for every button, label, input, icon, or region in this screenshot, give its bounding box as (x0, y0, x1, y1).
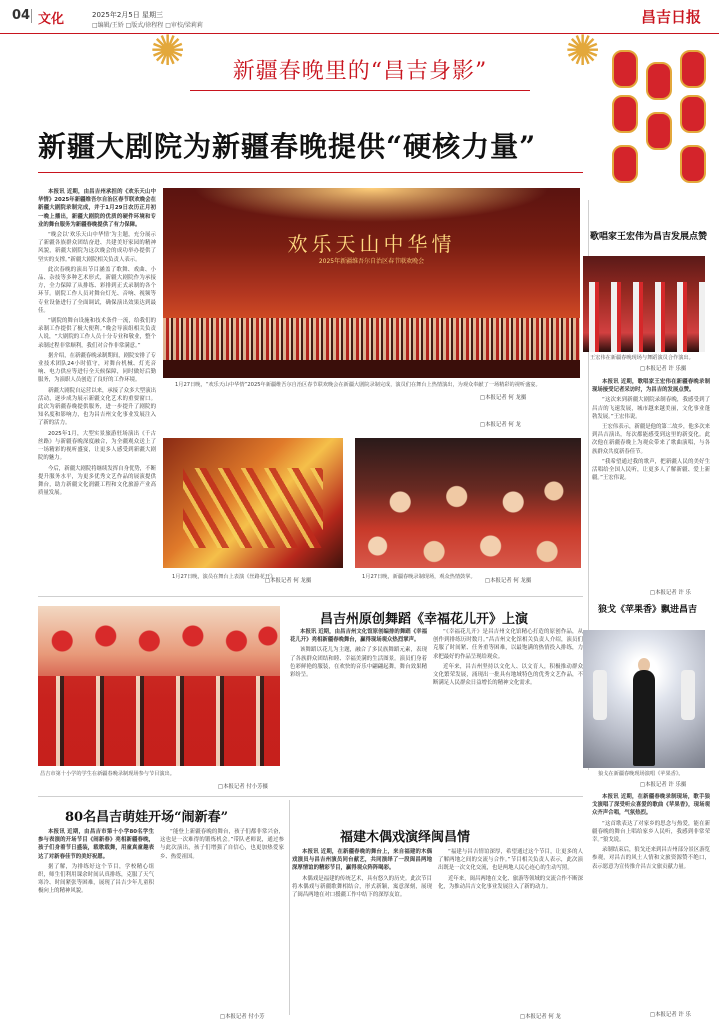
article-body (160, 828, 284, 1013)
paragraph: “能登上新疆春晚的舞台，孩子们都非常兴奋，这也是一次难得的锻炼机会。”带队老师说，通过参与此次演出，孩子们增强了自信心，也更加热爱家乡、热爱祖国。 (160, 829, 284, 860)
article-credit: □本报记者 许 乐 (650, 1012, 691, 1018)
photo-credit: □本报记者 付小芳摄 (218, 784, 268, 790)
paragraph: 2025年1月，大型实景旅游驻场演出《千古丝路》与新疆春晚深度融合，为全疆观众送上了一场精彩的视听盛宴，让更多人感受到新疆大剧院的魅力。 (38, 430, 156, 462)
paragraph: “这首歌表达了对家乡的思念与热爱，能在新疆春晚的舞台上唱给家乡人民听，我感到非常荣幸。”狼戈说。 (592, 820, 710, 844)
issue-date: 2025年2月5日 星期三 (92, 11, 163, 19)
firework-right-icon: ✺ (565, 26, 601, 75)
paragraph: 录制结束后，狼戈还来到昌吉州部分景区游览参观，对昌吉的风土人情和文旅资源赞不绝口，表示愿意为宣传推介昌吉文旅贡献力量。 (592, 847, 710, 870)
firework-left-icon: ✺ (150, 26, 186, 75)
article-credit: □本报记者 付小芳 (220, 1014, 265, 1020)
paragraph: “福建与昌吉情谊深厚，希望通过这个节目，让更多的人了解两地之间的交流与合作。”节目相关负责人表示，此次演出既是一次文化交流，也是两地人民心连心的生动写照。 (438, 849, 583, 872)
editor-credits: □编辑/王娇 □版式/徐程程 □审校/梁莉莉 (92, 22, 203, 29)
article-credit: □本报记者 何 龙 (520, 1014, 561, 1020)
stage-screen-title: 欢乐天山中华情 (287, 232, 456, 256)
photo-caption: 王宏伟在新疆春晚现场与舞蹈演员合作演出。 (590, 355, 694, 361)
lantern-icon (646, 62, 672, 100)
paragraph: 本报讯 近期，由昌吉州承担的《欢乐天山中华情》2025年新疆维吾尔自治区春节联欢晚会在新疆大剧院录制完成，并于1月29日农历正月初一晚上播出，新疆大剧院的优质的硬件环境和专业的舞台服务为新疆春晚提供了有力保障。 (38, 189, 156, 228)
lead-singer (633, 670, 655, 766)
photo-caption: 1月27日晚，新疆春晚录制现场，观众热情鼓掌。 (362, 574, 476, 580)
stage-photo (163, 188, 580, 378)
page-header (0, 0, 719, 30)
main-article-body (38, 188, 156, 593)
photo-credit: □本报记者 何 龙摄 (265, 578, 312, 584)
children-performers (38, 676, 280, 766)
section-divider (38, 596, 583, 597)
article-body (433, 628, 583, 778)
article-body (38, 828, 154, 1013)
paragraph: 本报讯 近期，由昌吉市第十小学80名学生参与表演的开场节目《闹新春》亮相新疆春晚，孩子们身着节日盛装，载歌载舞，用童真童趣表达了对新春佳节的美好祝愿。 (38, 829, 154, 860)
lantern-icon (646, 112, 672, 150)
stage-screen-subtitle: 2025年新疆维吾尔自治区春节联欢晚会 (318, 258, 425, 265)
audience-faces (355, 458, 581, 568)
paragraph: “我希望通过我的歌声，把新疆人民的美好生活唱给全国人民听，让更多人了解新疆、爱上新疆。”王宏伟说。 (592, 458, 710, 482)
headline-rule (38, 172, 583, 173)
header-rule (0, 33, 719, 34)
page-number: 04 (12, 8, 31, 23)
paragraph: 本报讯 近期，由昌吉州文化馆原创编排的舞蹈《幸福花儿开》亮相新疆春晚舞台，赢得现场观众热烈掌声。 (290, 629, 427, 644)
paragraph: “晚会以‘欢乐天山中华情’为主题，充分展示了新疆各族群众团结奋进、共建美好家园的精神风貌，新疆大剧院为这次晚会的成功举办提供了坚实的支撑。”新疆大剧院相关负责人表示。 (38, 232, 156, 263)
article-body (290, 628, 427, 778)
side-article-body (592, 378, 710, 583)
lantern-icon (612, 145, 638, 183)
children-photo (38, 606, 280, 766)
article-headline: 昌吉州原创舞蹈《幸福花儿开》上演 (320, 612, 529, 627)
audience-photo (355, 438, 581, 568)
column-divider (289, 800, 290, 1015)
side-article-body (592, 793, 710, 1008)
paragraph: “这次来到新疆大剧院录制春晚，我感受到了昌吉的飞速发展，城市越来越美丽，文化事业蓬勃发展。”王宏伟说。 (592, 397, 710, 420)
header-divider (31, 9, 32, 23)
lantern-icon (612, 95, 638, 133)
paragraph: 近年来，昌吉州坚持以文化人、以文育人，积极推动群众文化繁荣发展，涌现出一批具有地域特色的优秀文艺作品，不断满足人民群众日益增长的精神文化需求。 (433, 663, 583, 687)
article-headline: 80名昌吉萌娃开场“闹新春” (65, 810, 229, 825)
photo-credit: □本报记者 许 乐摄 (640, 782, 687, 788)
dancers (583, 282, 705, 352)
newspaper-logo: 昌吉日报 (640, 8, 701, 26)
paragraph: 据介绍，在新疆春晚录制期间，剧院安排了专业技术团队24小时值守，对舞台机械、灯光音响、电力供应等进行全天候保障，同时做好后勤服务，为演职人员创造了良好的工作环境。 (38, 352, 156, 384)
paragraph: 该舞蹈以花儿为主题，融合了多民族舞蹈元素，表现了各族群众团结和睦、幸福美满的生活图景。演员们身着色彩鲜艳的服装，在欢快的音乐中翩翩起舞，舞台效果精彩纷呈。 (290, 647, 427, 679)
photo-caption: 1月27日晚，“欢乐天山中华情”2025年新疆维吾尔自治区春节联欢晚会在新疆大剧院录制完成，演员们在舞台上热情演出，为观众奉献了一场精彩的视听盛宴。 (175, 382, 541, 388)
concert-photo (583, 630, 705, 768)
paragraph: 木偶戏是福建的传统艺术，具有悠久的历史。此次节目将木偶戏与新疆歌舞相结合，形式新颖，寓意深刻，展现了闽昌两地在对口援疆工作中结下的深厚友谊。 (292, 875, 432, 899)
paragraph: “剧院的舞台设施和技术条件一流，给我们的录制工作提供了极大便利。”晚会导演组相关负责人说，“大剧院的工作人员十分专业和敬业，整个录制过程非常顺利，我们对合作非常满意。” (38, 318, 156, 349)
article-body (292, 848, 432, 1013)
dance-photo (163, 438, 343, 568)
article-credit: □本报记者 许 乐 (650, 590, 691, 596)
section-name: 文化 (38, 12, 65, 27)
stage-lights (163, 188, 580, 228)
photo-credit: □本报记者 何 龙摄 (480, 395, 527, 401)
article-headline: 福建木偶戏演绎闽昌情 (340, 830, 471, 845)
paragraph: 据了解，为排练好这个节目，学校精心组织，师生们利用课余时间认真排练，克服了天气寒冷、时间紧张等困难，展现了昌吉少年儿童积极向上的精神风貌。 (38, 863, 154, 895)
lantern-icon (612, 50, 638, 88)
lantern-icon (680, 95, 706, 133)
paragraph: 新疆大剧院自运营以来，承接了众多大型演出活动，逐步成为展示新疆文化艺术的重要窗口。此次为新疆春晚提供服务，进一步提升了剧院的知名度和影响力，也为昌吉州文化事业发展注入了新的活力。 (38, 387, 156, 427)
paragraph: 本报讯 近期，歌唱家王宏伟在新疆春晚录制现场接受记者采访时，为昌吉的发展点赞。 (592, 379, 710, 394)
paragraph: 王宏伟表示，新疆是他的第二故乡，他多次来到昌吉演出，每次都能感受到这里的新变化。此次他在新疆春晚上为观众带来了歌曲演唱，与各族群众共度新春佳节。 (592, 424, 710, 455)
paragraph: 此次春晚的演出节目涵盖了歌舞、戏曲、小品、杂技等多种艺术形式，新疆大剧院作为承接方，全力保障了从排练、彩排到正式录制的各个环节。剧院工作人员对舞台灯光、音响、视频等专业设备进行了全面调试，确保演出效果达到最佳。 (38, 266, 156, 314)
section-divider (38, 796, 583, 797)
backing-singer (593, 670, 607, 720)
paragraph: 近年来，闽昌两地在文化、旅游等领域的交流合作不断深化，为推动昌吉文化事业发展注入了新的动力。 (438, 875, 583, 890)
paragraph: 本报讯 近期，在新疆春晚录制现场，歌手狼戈演唱了深受听众喜爱的歌曲《苹果香》，现场观众齐声合唱，气氛热烈。 (592, 794, 710, 817)
lantern-icon (680, 145, 706, 183)
main-headline: 新疆大剧院为新疆春晚提供“硬核力量” (38, 130, 537, 163)
side-headline: 狼戈《苹果香》飘进昌吉 (598, 605, 698, 615)
article-body (438, 848, 583, 1013)
side-headline: 歌唱家王宏伟为昌吉发展点赞 (590, 232, 708, 242)
photo-credit: □本报记者 何 龙摄 (485, 578, 532, 584)
photo-caption: 1月27日晚，演员在舞台上表演《丝路花开》。 (172, 574, 278, 580)
photo-caption: 昌吉市第十小学的学生在新疆春晚录制现场参与节目演出。 (40, 771, 175, 777)
backing-singer (681, 670, 695, 720)
photo-credit: □本报记者 许 乐摄 (640, 366, 687, 372)
red-lanterns (38, 616, 280, 666)
lantern-icon (680, 50, 706, 88)
photo-caption: 狼戈在新疆春晚现场演唱《苹果香》。 (598, 771, 684, 777)
paragraph: 今后，新疆大剧院将继续发挥自身优势，不断提升服务水平，为更多优秀文艺作品的展演提供舞台，助力新疆文化润疆工程和文化旅游产业高质量发展。 (38, 465, 156, 497)
singer-photo (583, 256, 705, 352)
banner-title: 新疆春晚里的“昌吉身影” (232, 59, 488, 84)
banner-rule (190, 90, 530, 91)
dancers (183, 468, 323, 548)
article-credit: □本报记者 何 龙 (480, 422, 521, 428)
paragraph: 本报讯 近期，在新疆春晚的舞台上，来自福建的木偶戏演员与昌吉州演员同台献艺，共同演绎了一段闽昌两地深厚情谊的精彩节目，赢得观众阵阵喝彩。 (292, 849, 432, 872)
paragraph: “《幸福花儿开》是昌吉州文化馆精心打造的原创作品，从创作到排练历时数月。”昌吉州文化馆相关负责人介绍，演员们克服了时间紧、任务重等困难，以最饱满的热情投入排练，力求把最好的作品呈现给观众。 (433, 629, 583, 660)
stage-floor (163, 360, 580, 378)
